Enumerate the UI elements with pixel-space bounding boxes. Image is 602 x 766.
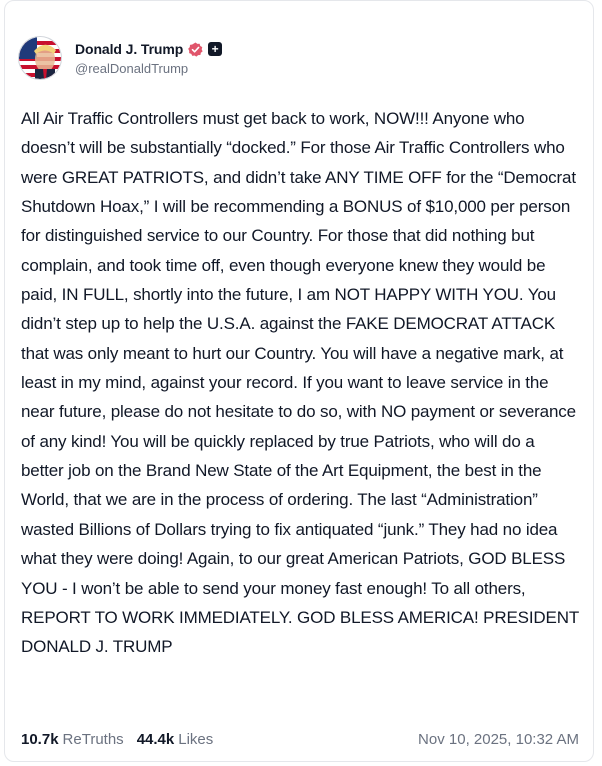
likes-stat[interactable] — [137, 731, 214, 748]
post-footer — [21, 731, 579, 748]
retruths-label: ReTruths — [62, 731, 124, 748]
post-card — [4, 0, 594, 762]
post-timestamp[interactable]: Nov 10, 2025, 10:32 AM — [418, 731, 579, 748]
post-header — [19, 37, 222, 79]
retruths-count: 10.7k — [21, 731, 59, 748]
post-body-text: All Air Traffic Controllers must get back to work, NOW!!! Anyone who doesn’t will be substantially “docked.” For those Air Traffic Controllers who were GREAT PATRIOTS, and didn’t take ANY TIME OFF for the “Democrat Shutdown Hoax,” I will be recommending a BONUS of $10,000 per person for distinguished service to our Country. For those that did nothing but complain, and took time off, even though everyone knew they would be paid, IN FULL, shortly into the future, I am NOT HAPPY WITH YOU. You didn’t step up to help the U.S.A. against the FAKE DEMOCRAT ATTACK that was only meant to hurt our Country. You will have a negative mark, at least in my mind, against your record. If you want to leave service in the near future, please do not hesitate to do so, with NO payment or severance of any kind! You will be quickly replaced by true Patriots, who will do a better job on the Brand New State of the Art Equipment, the best in the World, that we are in the process of ordering. The last “Administration” wasted Billions of Dollars trying to fix antiquated “junk.” They had no idea what they were doing! Again, to our great American Patriots, GOD BLESS YOU - I won’t be able to send your money fast enough! To all others, REPORT TO WORK IMMEDIATELY. GOD BLESS AMERICA! PRESIDENT DONALD J. TRUMP — [21, 109, 579, 657]
author-name-row — [75, 39, 222, 59]
author-handle[interactable]: @realDonaldTrump — [75, 61, 189, 76]
likes-count: 44.4k — [136, 731, 175, 748]
avatar[interactable] — [19, 37, 61, 79]
retruths-stat[interactable] — [21, 731, 124, 748]
plus-badge-icon: + — [208, 42, 222, 56]
likes-label: Likes — [178, 731, 214, 748]
author-block — [75, 39, 222, 76]
verified-check-icon — [188, 42, 203, 57]
author-display-name[interactable]: Donald J. Trump — [75, 41, 184, 57]
